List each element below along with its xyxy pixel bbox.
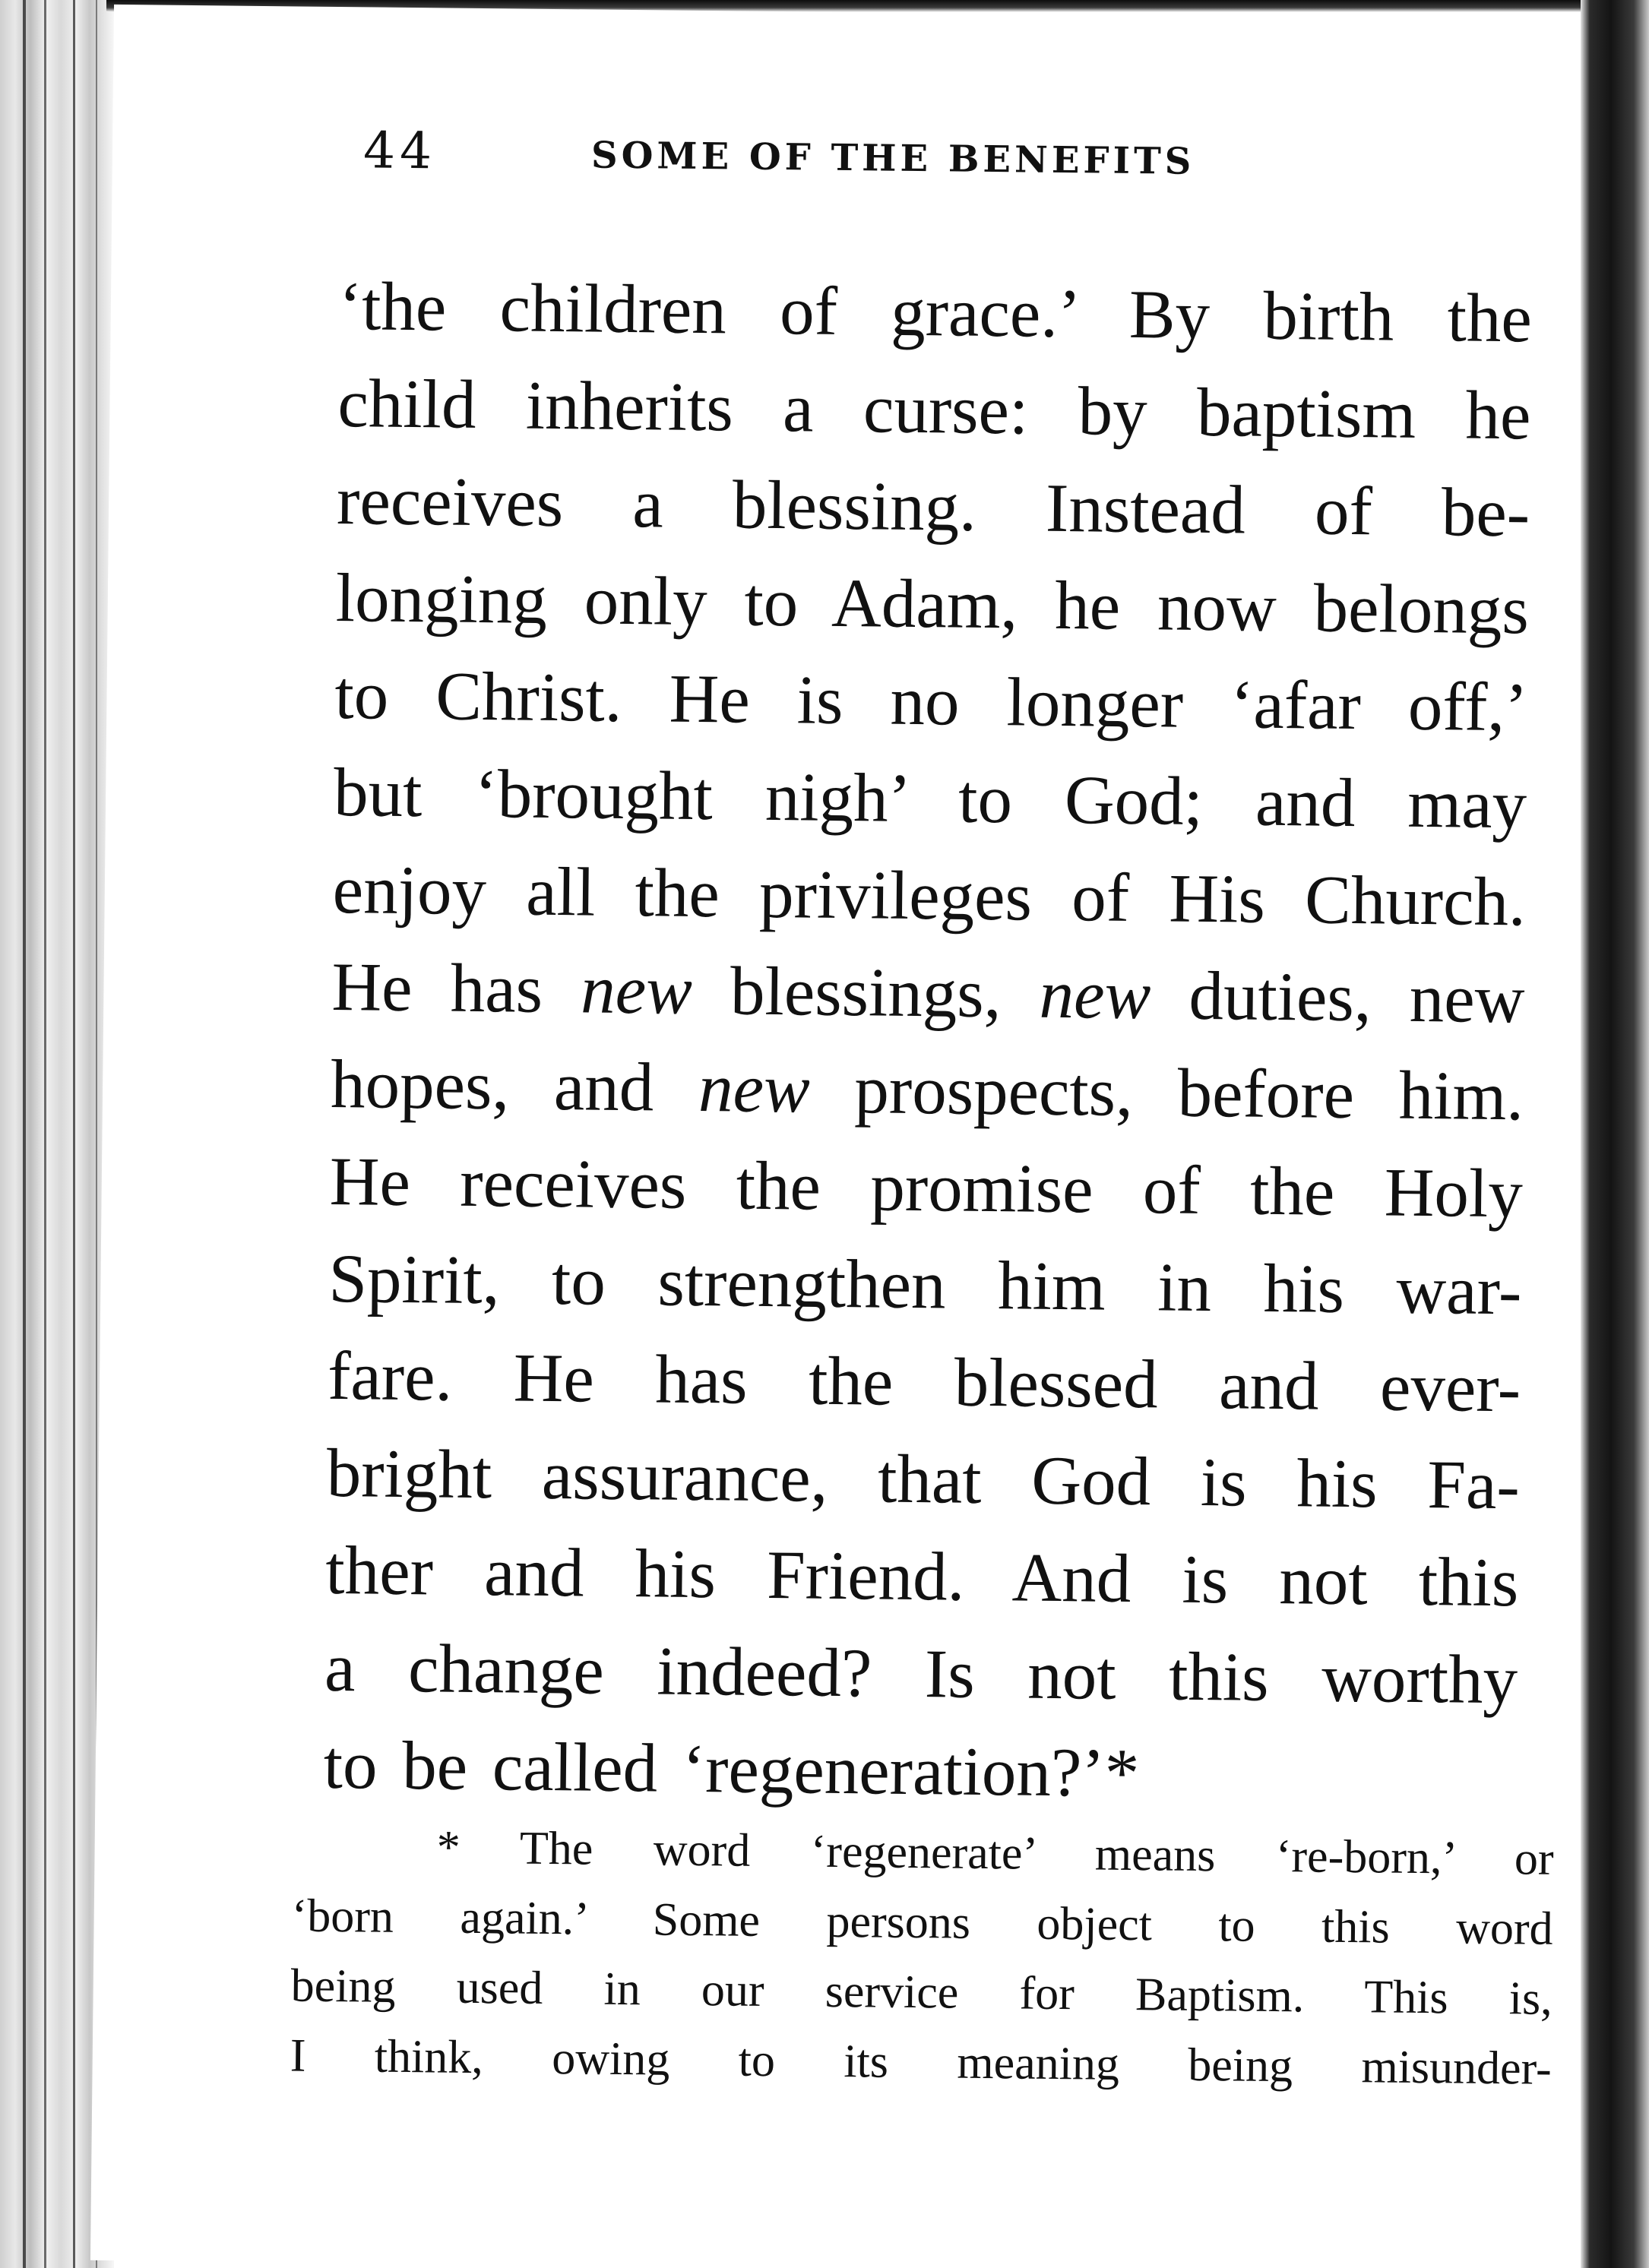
text-line: bright assurance, that God is his Fa- [326, 1434, 1521, 1524]
footnote-line: ‘born again.’ Some persons object to this word [291, 1890, 1553, 1955]
text-line: He has new blessings, new duties, new [331, 947, 1525, 1038]
footnote-line: * The word ‘regenerate’ means ‘re-born,’ or [436, 1821, 1554, 1885]
book-page [90, 5, 1581, 2268]
running-title: SOME OF THE BENEFITS [590, 134, 1195, 183]
text-line: receives a blessing. Instead of be- [336, 462, 1530, 552]
italic-word: new [1039, 955, 1151, 1034]
gutter-line [44, 0, 46, 2268]
text-line: to Christ. He is no longer ‘afar off,’ [334, 656, 1528, 746]
text-line: Spirit, to strengthen him in his war- [328, 1239, 1522, 1330]
text-line: child inherits a curse: by baptism he [337, 365, 1532, 454]
text-line: He receives the promise of the Holy [329, 1142, 1524, 1232]
page-right-edge [1581, 0, 1649, 2268]
body-paragraph [323, 258, 1532, 1826]
footnote-line: being used in our service for Baptism. This is, [290, 1960, 1553, 2025]
text-line: but ‘brought nigh’ to God; and may [333, 753, 1527, 843]
page-number: 44 [362, 121, 437, 181]
footnote [290, 1811, 1554, 2103]
text-line: ther and his Friend. And is not this [324, 1531, 1519, 1621]
text-line: a change indeed? Is not this worthy [324, 1628, 1518, 1719]
text-line: ‘the children of grace.’ By birth the [338, 267, 1533, 357]
italic-word: new [698, 1049, 811, 1128]
gutter-line [23, 0, 26, 2268]
text-line: to be called ‘regeneration?’* [323, 1726, 1140, 1812]
running-head [362, 121, 1427, 208]
text-line: enjoy all the privileges of His Church. [332, 850, 1527, 941]
footnote-line: I think, owing to its meaning being misunder- [290, 2029, 1552, 2095]
text-line: fare. He has the blessed and ever- [327, 1336, 1521, 1427]
gutter-line [73, 0, 75, 2268]
text-line: hopes, and new prospects, before him. [330, 1045, 1524, 1135]
italic-word: new [580, 951, 693, 1029]
text-line: longing only to Adam, he now belongs [335, 558, 1530, 649]
